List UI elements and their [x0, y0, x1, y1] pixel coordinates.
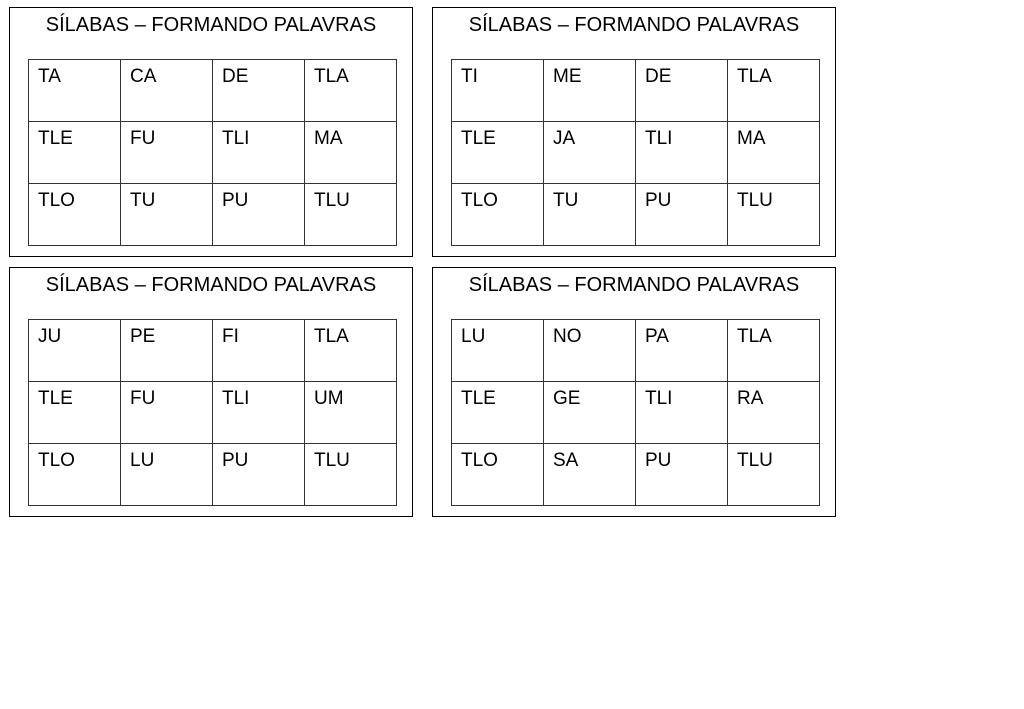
syllable-cell: NO	[544, 320, 636, 382]
table-row	[29, 444, 397, 506]
syllable-cell: TLE	[29, 382, 121, 444]
syllable-cell: PU	[636, 444, 728, 506]
syllable-card	[9, 7, 413, 257]
table-row	[29, 382, 397, 444]
syllable-cell: SA	[544, 444, 636, 506]
syllable-table	[451, 319, 820, 506]
syllable-card	[432, 7, 836, 257]
syllable-cell: TU	[544, 184, 636, 246]
syllable-cell: TLU	[728, 444, 820, 506]
syllable-table	[28, 59, 397, 246]
syllable-cell: TA	[29, 60, 121, 122]
table-row	[29, 184, 397, 246]
syllable-cell: MA	[728, 122, 820, 184]
card-title: SÍLABAS – FORMANDO PALAVRAS	[45, 14, 377, 36]
table-row	[452, 184, 820, 246]
syllable-cell: TLA	[728, 60, 820, 122]
syllable-cell: TLE	[452, 122, 544, 184]
syllable-cell: PE	[121, 320, 213, 382]
syllable-cell: GE	[544, 382, 636, 444]
syllable-cell: CA	[121, 60, 213, 122]
syllable-cell: TLE	[29, 122, 121, 184]
table-row	[29, 320, 397, 382]
syllable-cell: TLA	[305, 320, 397, 382]
syllable-cell: DE	[636, 60, 728, 122]
card-title: SÍLABAS – FORMANDO PALAVRAS	[45, 274, 377, 296]
syllable-cell: TLI	[636, 122, 728, 184]
syllable-cell: TLO	[29, 184, 121, 246]
table-row	[452, 60, 820, 122]
syllable-cell: TLI	[213, 122, 305, 184]
syllable-cell: TLE	[452, 382, 544, 444]
syllable-cell: TLU	[728, 184, 820, 246]
syllable-cell: TU	[121, 184, 213, 246]
syllable-cell: JA	[544, 122, 636, 184]
table-row	[29, 60, 397, 122]
syllable-cell: RA	[728, 382, 820, 444]
table-row	[452, 444, 820, 506]
syllable-cell: UM	[305, 382, 397, 444]
syllable-cell: DE	[213, 60, 305, 122]
syllable-cell: TLA	[305, 60, 397, 122]
syllable-cell: LU	[452, 320, 544, 382]
syllable-cell: TLU	[305, 444, 397, 506]
card-title: SÍLABAS – FORMANDO PALAVRAS	[468, 14, 800, 36]
syllable-cell: TLO	[452, 184, 544, 246]
syllable-cell: TLO	[452, 444, 544, 506]
syllable-cell: TLI	[636, 382, 728, 444]
syllable-cell: PU	[213, 444, 305, 506]
table-row	[29, 122, 397, 184]
syllable-cell: TLA	[728, 320, 820, 382]
syllable-card	[9, 267, 413, 517]
syllable-cell: PU	[636, 184, 728, 246]
syllable-cell: TLU	[305, 184, 397, 246]
table-row	[452, 320, 820, 382]
syllable-cell: FI	[213, 320, 305, 382]
syllable-table	[451, 59, 820, 246]
syllable-cell: FU	[121, 382, 213, 444]
syllable-cell: TLI	[213, 382, 305, 444]
syllable-cell: TI	[452, 60, 544, 122]
syllable-card	[432, 267, 836, 517]
syllable-cell: FU	[121, 122, 213, 184]
syllable-cell: PA	[636, 320, 728, 382]
syllable-cell: ME	[544, 60, 636, 122]
table-row	[452, 122, 820, 184]
syllable-cell: TLO	[29, 444, 121, 506]
card-title: SÍLABAS – FORMANDO PALAVRAS	[468, 274, 800, 296]
syllable-cell: LU	[121, 444, 213, 506]
syllable-table	[28, 319, 397, 506]
table-row	[452, 382, 820, 444]
syllable-cell: PU	[213, 184, 305, 246]
syllable-cell: JU	[29, 320, 121, 382]
syllable-cell: MA	[305, 122, 397, 184]
